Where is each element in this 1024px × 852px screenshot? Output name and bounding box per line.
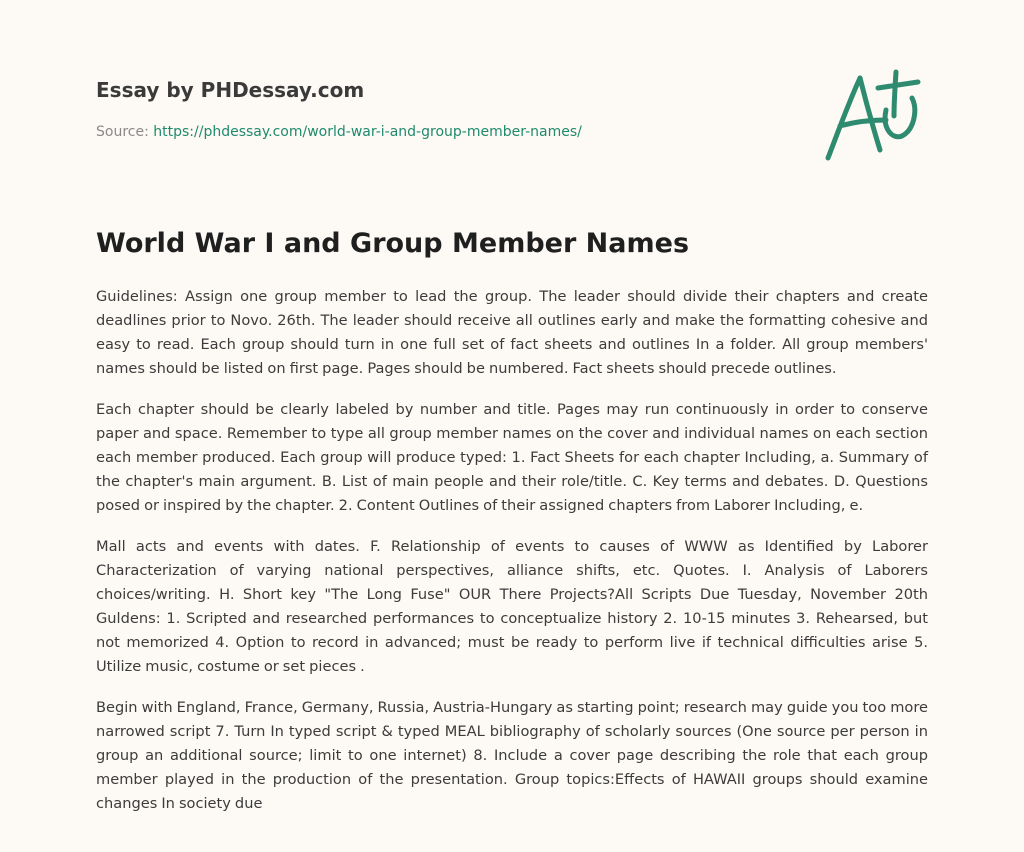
essay-paragraph: Each chapter should be clearly labeled by number and title. Pages may run continuously in order to conserve paper and space. Remember to type all group member names on the cover and individual names on each section each member produced. Each group will produce typed: 1. Fact Sheets for each chapter Including, a. Summary of the chapter's main argument. B. List of main people and their role/title. C. Key terms and debates. D. Questions posed or inspired by the chapter. 2. Content Outlines of their assigned chapters from Laborer Including, e. — [96, 401, 928, 514]
a-plus-logo-icon — [820, 66, 928, 166]
essay-paragraph: Begin with England, France, Germany, Russia, Austria-Hungary as starting point; research may guide you too more narrowed script 7. Turn In typed script & typed MEAL bibliography of scholarly sources (One source per person in group an additional source; limit to one internet) 8. Include a cover page describing the role that each group member played in the production of the presentation. Group topics:Effects of HAWAII groups should examine changes In society due — [96, 699, 928, 812]
essay-paragraph: Mall acts and events with dates. F. Relationship of events to causes of WWW as Identified by Laborer Characterization of varying national perspectives, alliance shifts, etc. Quotes. I. Analysis of Laborers choices/writing. H. Short key "The Long Fuse" OUR There Projects?All Scripts Due Tuesday, November 20th Guldens: 1. Scripted and researched performances to conceptualize history 2. 10-15 minutes 3. Rehearsed, but not memorized 4. Option to record in advanced; must be ready to perform live if technical difficulties arise 5. Utilize music, costume or set pieces . — [96, 538, 928, 675]
essay-title: World War I and Group Member Names — [96, 228, 690, 259]
source-label: Source: — [96, 124, 149, 140]
source-line — [96, 122, 796, 142]
brand-title: Essay by PHDessay.com — [96, 78, 365, 102]
essay-header — [96, 72, 796, 142]
essay-paragraph: Guidelines: Assign one group member to lead the group. The leader should divide their chapters and create deadlines prior to Novo. 26th. The leader should receive all outlines early and make the formatting cohesive and easy to read. Each group should turn in one full set of fact sheets and outlines In a folder. All group members' names should be listed on first page. Pages should be numbered. Fact sheets should precede outlines. — [96, 288, 928, 377]
essay-body — [96, 285, 928, 833]
source-link[interactable]: https://phdessay.com/world-war-i-and-group-member-names/ — [153, 124, 582, 140]
